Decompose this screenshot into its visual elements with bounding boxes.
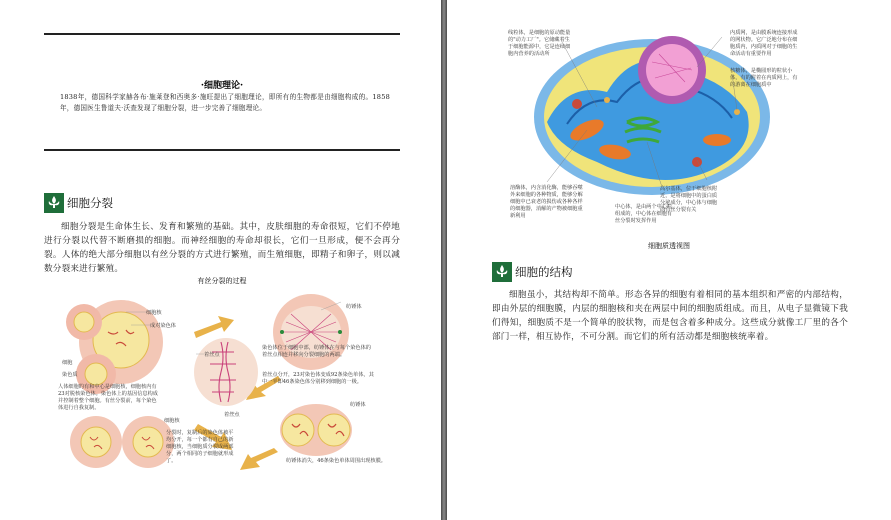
label-ribosome: 核糖体，是椭圆形的粒状小体，有的附着在内质网上，有的游离在细胞质中 (730, 68, 798, 88)
label-nuclear-membrane: 细胞核 (164, 418, 180, 424)
cell-structure-body: 细胞虽小，其结构却不简单。形态各异的细胞有着相同的基本组织和严密的内部结构，即由外层的细胞膜，内层的细胞核和夹在两层中间的细胞质组成。而且，从电子显微镜下我们得知，细胞质不是一个简单的胶状物，而是包含着多种成分。这些成分就像工厂里的各个部门一样，相互协作，不可分割。而它们的所有活动都是细胞核统率着。 (492, 290, 848, 342)
section-heading-cell-division (44, 193, 113, 213)
note-stage3: 着丝点分开，23对染色体变成92条染色单体，其中一半即46条染色体分别移到细胞的一极。 (262, 372, 374, 385)
label-nucleus: 细胞核 (146, 310, 162, 316)
figure-caption: 细胞质透视图 (648, 242, 690, 250)
fleur-de-lis-icon (44, 193, 64, 213)
label-golgi: 高尔基体，位于细胞核附近，是将细胞中的蛋白质分泌成分，中心体与细胞的有丝分裂有关 (660, 186, 718, 213)
label-spindle-2: 纺锤体 (350, 402, 366, 408)
figure-caption: 有丝分裂的过程 (197, 277, 247, 285)
label-spindle: 纺锤体 (346, 304, 362, 310)
arrow-icon (194, 316, 234, 338)
left-page (0, 0, 441, 520)
label-centriole: 着丝点 (204, 352, 220, 358)
label-mitochondria: 线粒体，是细胞的原动能量的"动力工厂"。它储藏着生于细胞能源中，它是连续细胞内营养的活动所 (508, 30, 571, 57)
cell-stage3 (194, 338, 258, 406)
heading-text: 细胞分裂 (67, 196, 113, 210)
fleur-de-lis-icon (492, 262, 512, 282)
note-stage1: 人体细胞的有和中心是细胞核，细胞核内有23对脱核染色体。染色体上的基因信息构成并控制着整个细胞。有丝分裂前，每个染色体进行自我复制。 (58, 384, 158, 411)
label-lysosome: 溶酶体，内含消化酶，能够吞噬外来细胞的各种物质，能够分解细胞中已衰老的损伤或各种各样的细胞器，消解的产物被细胞重新利用 (510, 185, 583, 219)
section-heading-cell-structure (492, 262, 573, 282)
label-er: 内质网，是由膜系统连接形成的网状物。它广泛地分布在细胞质内，内质网对于细胞的生命活动有重要作用 (730, 30, 798, 57)
right-page (447, 0, 891, 520)
nucleus-inner (646, 44, 698, 96)
note-stage5: 纺锤体消失，46条染色单体周围出现核膜。 (286, 458, 386, 464)
theory-box-text: 1838年，德国科学家赫各布·施莱登和西奥多·施旺提出了细胞理论，即所有的生物都是由细胞构成的。1858年，德国医生鲁道夫·沃查发现了细胞分裂，进一步完善了细胞理论。 (60, 93, 390, 112)
heading-text: 细胞的结构 (515, 265, 573, 279)
label-centriole-2: 着丝点 (224, 412, 240, 418)
bottom-rule (44, 149, 400, 151)
note-stage2: 染色体位于细胞中部，纺锤体在与每个染色体的着丝点相连并移向分裂细胞的两端。 (262, 345, 371, 358)
label-cell: 细胞 (62, 360, 73, 366)
theory-box-title: ·细胞理论· (200, 81, 244, 91)
arrow-icon (240, 448, 278, 470)
label-centrosome: 中心体，是由两个中心粒组成的，中心体在细胞有丝分裂时发挥作用 (615, 204, 673, 224)
label-cytoplasm: 染色质 (62, 372, 78, 378)
note-stage4: 分裂时，复制后的染色体被平均分开，每一个都有自己的新细胞核，当细胞质分裂成两部分，两个相同的子细胞就形成了。 (166, 430, 234, 464)
cell-division-body: 细胞分裂是生命体生长、发育和繁殖的基础。其中，皮肤细胞的寿命很短，它们不停地进行分裂以代替不断磨损的细胞。而神经细胞的寿命却很长，它们一旦形成，便不会再分裂。人体的绝大部分细胞以有丝分裂的方式进行繁殖，而生殖细胞，即精子和卵子，则以减数分裂来进行繁殖。 (44, 222, 400, 274)
label-chromosome-pair: 成对染色体 (150, 323, 176, 329)
top-rule (44, 33, 400, 35)
